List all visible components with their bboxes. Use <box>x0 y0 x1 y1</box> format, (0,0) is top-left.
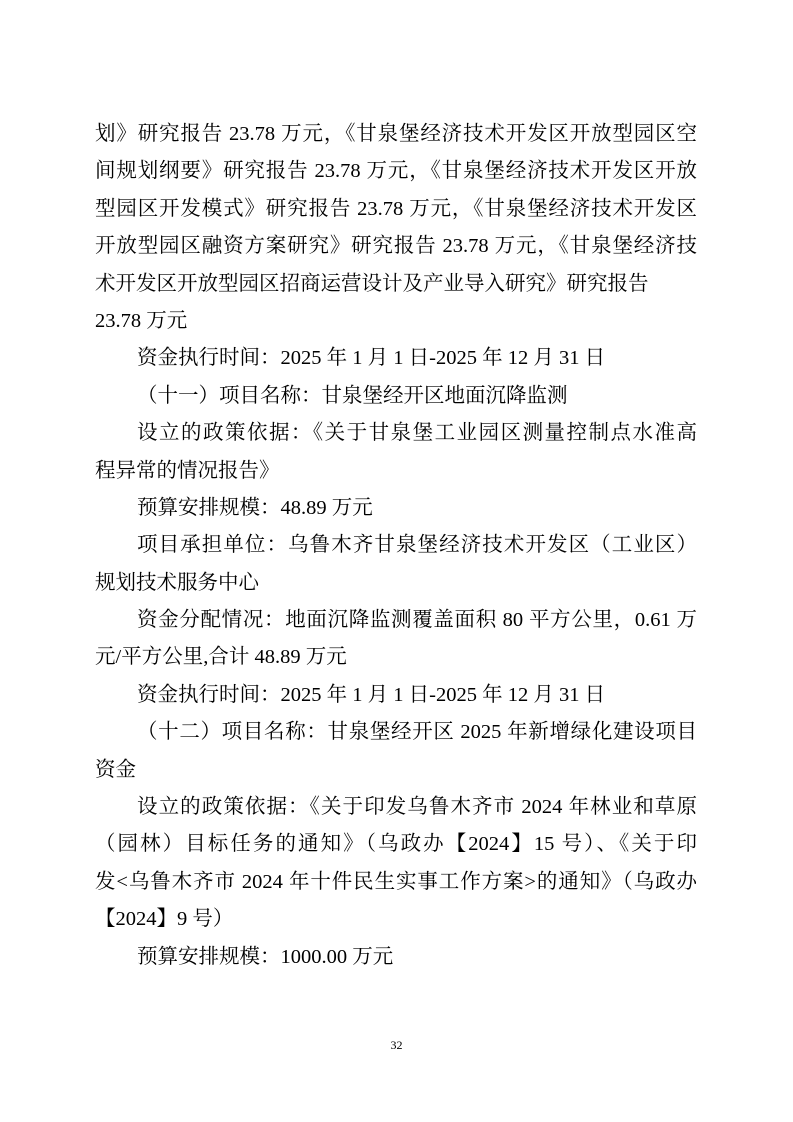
budget-scale-paragraph <box>95 490 697 527</box>
text-line: 资金执行时间：2025 年 1 月 1 日-2025 年 12 月 31 日 <box>137 683 606 706</box>
text-line: 程异常的情况报告》 <box>95 459 280 482</box>
project-11-name-heading <box>95 378 697 415</box>
text-line: 发<乌鲁木齐市 2024 年十件民生实事工作方案>的通知》（乌政办 <box>95 870 697 893</box>
text-line: 【2024】9 号） <box>95 908 234 931</box>
page-number: 32 <box>390 1038 403 1052</box>
budget-scale-paragraph <box>95 939 697 976</box>
fund-execution-time-paragraph <box>95 677 697 714</box>
policy-basis-paragraph <box>95 415 697 490</box>
research-report-list-paragraph <box>95 116 697 340</box>
text-line: 预算安排规模：48.89 万元 <box>137 496 373 519</box>
text-line: 设立的政策依据：《关于印发乌鲁木齐市 2024 年林业和草原 <box>137 796 697 819</box>
text-line: 预算安排规模：1000.00 万元 <box>137 945 394 968</box>
text-line: 资金执行时间：2025 年 1 月 1 日-2025 年 12 月 31 日 <box>137 347 606 370</box>
text-line: 规划技术服务中心 <box>95 571 259 594</box>
text-line: 项目承担单位：乌鲁木齐甘泉堡经济技术开发区（工业区） <box>137 534 697 557</box>
text-line: 型园区开发模式》研究报告 23.78 万元，《甘泉堡经济技术开发区 <box>95 197 697 220</box>
policy-basis-paragraph <box>95 789 697 939</box>
fund-execution-time-paragraph <box>95 340 697 377</box>
text-line: （十一）项目名称：甘泉堡经开区地面沉降监测 <box>137 384 568 407</box>
text-line: 资金分配情况：地面沉降监测覆盖面积 80 平方公里，0.61 万 <box>137 609 697 632</box>
text-line: 23.78 万元 <box>95 309 188 332</box>
text-line: 划》研究报告 23.78 万元，《甘泉堡经济技术开发区开放型园区空 <box>95 123 697 145</box>
undertaking-unit-paragraph <box>95 527 697 602</box>
text-line: 元/平方公里,合计 48.89 万元 <box>95 646 347 669</box>
body-text <box>95 116 697 976</box>
text-line: 设立的政策依据：《关于甘泉堡工业园区测量控制点水准高 <box>137 422 697 445</box>
fund-allocation-paragraph <box>95 602 697 677</box>
text-line: （园林）目标任务的通知》（乌政办【2024】15 号）、《关于印 <box>95 833 697 856</box>
text-line: （十二）项目名称：甘泉堡经开区 2025 年新增绿化建设项目 <box>137 721 697 744</box>
text-line: 间规划纲要》研究报告 23.78 万元，《甘泉堡经济技术开发区开放 <box>95 160 697 183</box>
text-line: 术开发区开放型园区招商运营设计及产业导入研究》研究报告 <box>95 272 649 295</box>
text-line: 资金 <box>95 758 136 781</box>
project-12-name-heading <box>95 714 697 789</box>
text-line: 开放型园区融资方案研究》研究报告 23.78 万元，《甘泉堡经济技 <box>95 235 697 258</box>
